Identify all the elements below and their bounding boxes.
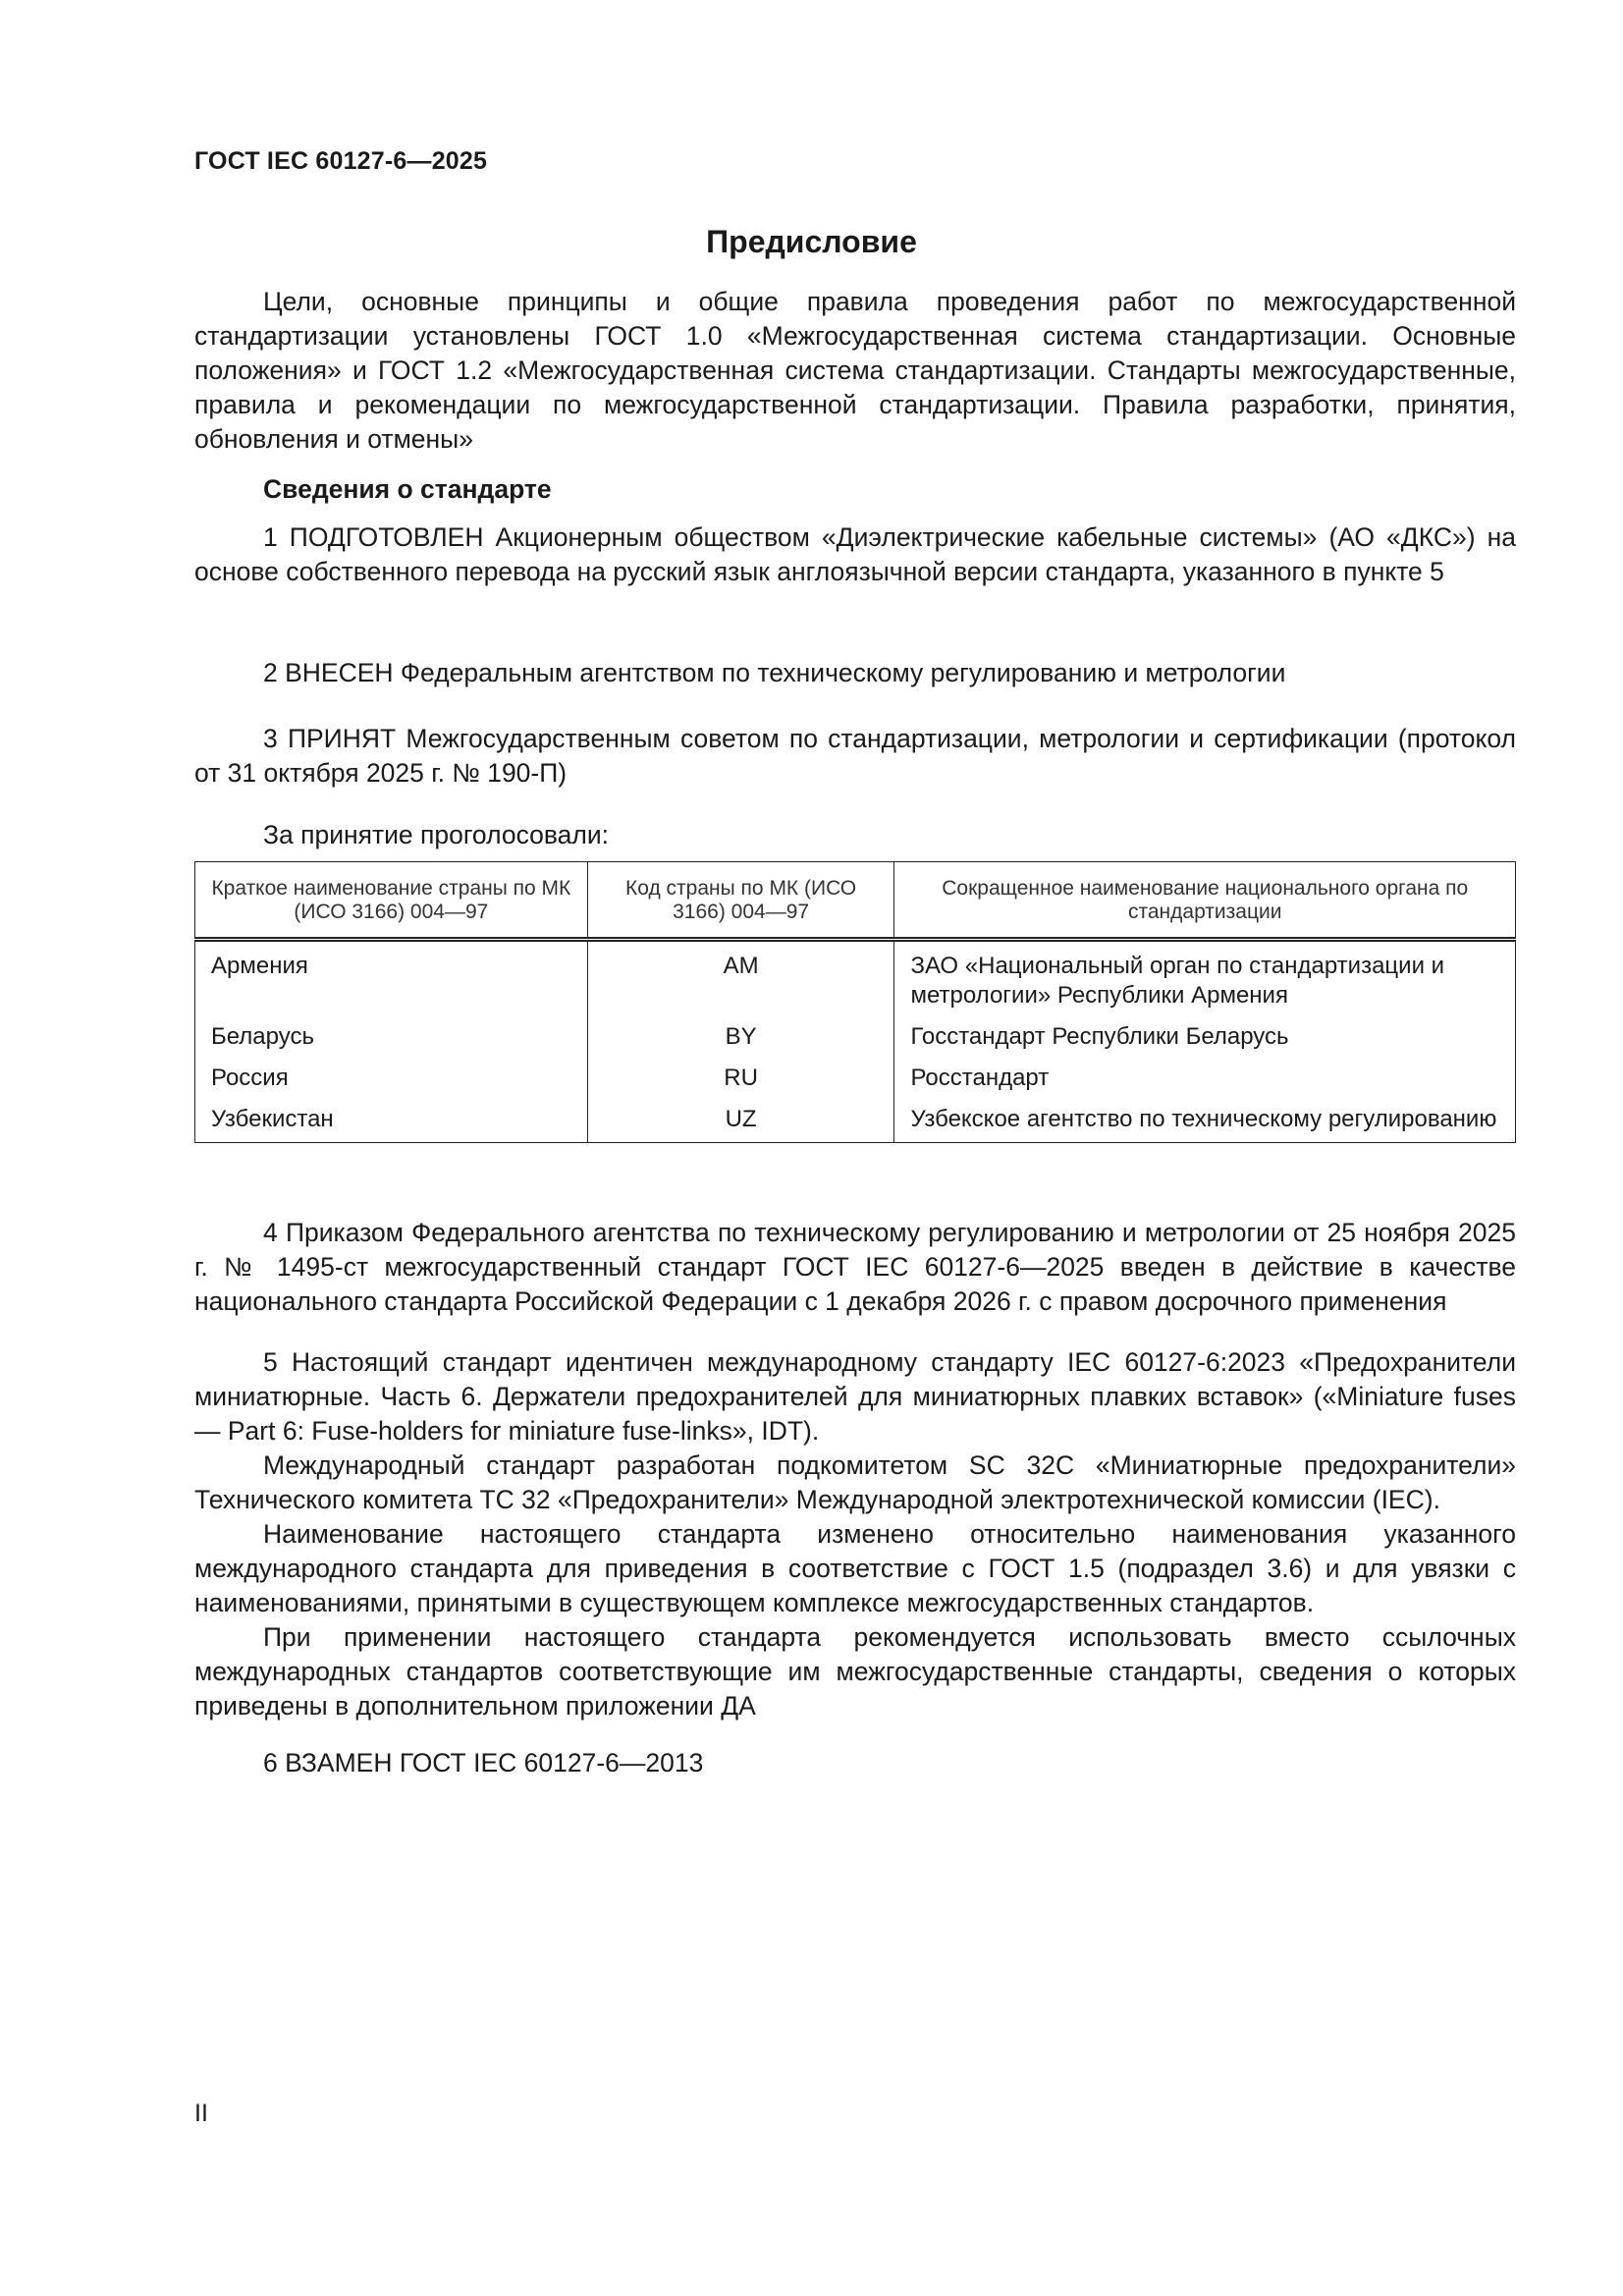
authority-cell: Узбекское агентство по техническому регулированию bbox=[894, 1099, 1516, 1143]
item-5 bbox=[194, 1345, 1516, 1723]
country-cell: Россия bbox=[195, 1058, 588, 1099]
country-cell: Узбекистан bbox=[195, 1099, 588, 1143]
document-header: ГОСТ IEC 60127-6—2025 bbox=[194, 147, 488, 175]
country-cell: Беларусь bbox=[195, 1016, 588, 1058]
item-3-text: 3 ПРИНЯТ Межгосударственным советом по стандартизации, метрологии и сертификации (протокол от 31 октября 2025 г. № 190-П) bbox=[194, 724, 1516, 788]
table-header-row bbox=[195, 862, 1516, 940]
section-heading: Сведения о стандарте bbox=[263, 474, 552, 504]
item-3 bbox=[194, 722, 1516, 791]
authority-cell: ЗАО «Национальный орган по стандартизации и метрологии» Республики Армения bbox=[894, 940, 1516, 1017]
authority-cell: Росстандарт bbox=[894, 1058, 1516, 1099]
code-cell: RU bbox=[587, 1058, 894, 1099]
country-cell: Армения bbox=[195, 940, 588, 1017]
item-2: 2 ВНЕСЕН Федеральным агентством по техническому регулированию и метрологии bbox=[263, 658, 1286, 687]
intro-text: Цели, основные принципы и общие правила проведения работ по межгосударственной стандартизации установлены ГОСТ 1.0 «Межгосударственная система стандартизации. Основные положения» и ГОСТ 1.2 «Межгосударственная система стандартизации. Стандарты межгосударственные, правила и рекомендации по межгосударственной стандартизации. Правила разработки, принятия, обновления и отмены» bbox=[194, 287, 1516, 454]
table-row bbox=[195, 1058, 1516, 1099]
column-header-code: Код страны по МК (ИСО 3166) 004—97 bbox=[587, 862, 894, 940]
code-cell: UZ bbox=[587, 1099, 894, 1143]
voted-label: За принятие проголосовали: bbox=[263, 820, 610, 849]
authority-cell: Госстандарт Республики Беларусь bbox=[894, 1016, 1516, 1058]
page-number: II bbox=[194, 2100, 208, 2127]
item-5-paragraph-1: 5 Настоящий стандарт идентичен международному стандарту IEC 60127-6:2023 «Предохранители миниатюрные. Часть 6. Держатели предохранителей для миниатюрных плавких вставок» («Miniature fuses — Part 6: Fuse-holders for miniature fuse-links», IDT). bbox=[194, 1347, 1516, 1446]
item-5-paragraph-2: Международный стандарт разработан подкомитетом SC 32C «Миниатюрные предохранители» Технического комитета TC 32 «Предохранители» Международной электротехнической комиссии (IEC). bbox=[194, 1450, 1516, 1514]
item-4-text: 4 Приказом Федерального агентства по техническому регулированию и метрологии от 25 ноября 2025 г. № 1495-ст межгосударственный стандарт ГОСТ IEC 60127-6—2025 введен в действие в качестве национального стандарта Российской Федерации с 1 декабря 2026 г. с правом досрочного применения bbox=[194, 1218, 1516, 1316]
voting-table bbox=[194, 861, 1516, 1143]
item-1 bbox=[194, 520, 1516, 589]
item-1-text: 1 ПОДГОТОВЛЕН Акционерным обществом «Диэлектрические кабельные системы» (АО «ДКС») на основе собственного перевода на русский язык англоязычной версии стандарта, указанного в пункте 5 bbox=[194, 522, 1516, 586]
code-cell: AM bbox=[587, 940, 894, 1017]
page-title: Предисловие bbox=[706, 224, 917, 259]
item-5-paragraph-4: При применении настоящего стандарта рекомендуется использовать вместо ссылочных международных стандартов соответствующие им межгосударственные стандарты, сведения о которых приведены в дополнительном приложении ДА bbox=[194, 1622, 1516, 1721]
code-cell: BY bbox=[587, 1016, 894, 1058]
table-row bbox=[195, 940, 1516, 1017]
table-row bbox=[195, 1016, 1516, 1058]
item-4 bbox=[194, 1216, 1516, 1319]
column-header-country: Краткое наименование страны по МК (ИСО 3166) 004—97 bbox=[195, 862, 588, 940]
intro-paragraph bbox=[194, 285, 1516, 457]
item-5-paragraph-3: Наименование настоящего стандарта изменено относительно наименования указанного международного стандарта для приведения в соответствие с ГОСТ 1.5 (подраздел 3.6) и для увязки с наименованиями, принятыми в существующем комплексе межгосударственных стандартов. bbox=[194, 1519, 1516, 1617]
table-row bbox=[195, 1099, 1516, 1143]
item-6: 6 ВЗАМЕН ГОСТ IEC 60127-6—2013 bbox=[263, 1748, 704, 1777]
column-header-authority: Сокращенное наименование национального органа по стандартизации bbox=[894, 862, 1516, 940]
